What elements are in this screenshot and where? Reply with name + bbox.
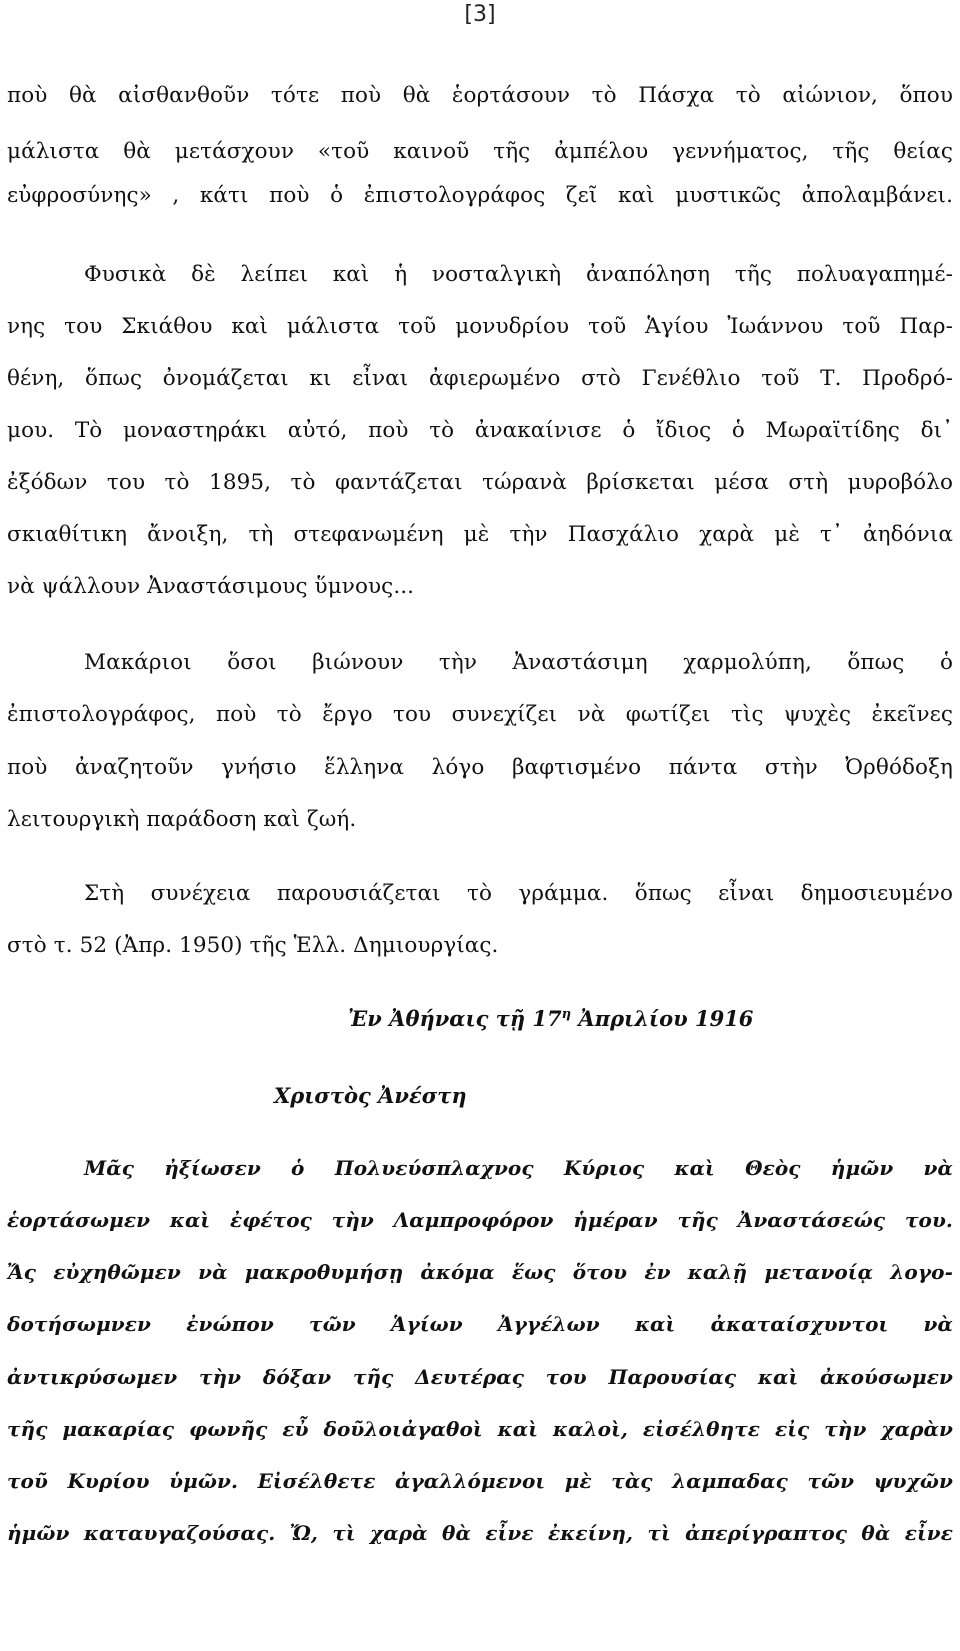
text-line: θένη, ὅπως ὀνομάζεται κι εἶναι ἀφιερωμένο στὸ Γενέθλιο τοῦ Τ. Προδρό- — [7, 366, 953, 391]
text-line: Στὴ συνέχεια παρουσιάζεται τὸ γράμμα. ὅπως εἶναι δημοσιευμένο — [84, 881, 953, 906]
text-line: σκιαθίτικη ἄνοιξη, τὴ στεφανωμένη μὲ τὴν Πασχάλιο χαρὰ μὲ τ᾿ ἀηδόνια — [7, 522, 953, 547]
text-line: στὸ τ. 52 (Ἀπρ. 1950) τῆς Ἑλλ. Δημιουργίας. — [7, 933, 499, 958]
text-line: εὐφροσύνης» , κάτι ποὺ ὁ ἐπιστολογράφος ζεῖ καὶ μυστικῶς ἀπολαμβάνει. — [7, 183, 953, 208]
text-line: λειτουργικὴ παράδοση καὶ ζωή. — [7, 807, 357, 832]
letter-line: Μᾶς ἠξίωσεν ὁ Πολυεύσπλαχνος Κύριος καὶ Θεὸς ἡμῶν νὰ — [84, 1156, 953, 1180]
letter-date-superscript: η — [561, 1007, 572, 1022]
text-line: Μακάριοι ὅσοι βιώνουν τὴν Ἀναστάσιμη χαρμολύπη, ὅπως ὁ — [84, 650, 953, 675]
text-line: ἐπιστολογράφος, ποὺ τὸ ἔργο του συνεχίζει νὰ φωτίζει τὶς ψυχὲς ἐκεῖνες — [7, 702, 953, 727]
letter-line: τῆς μακαρίας φωνῆς εὖ δοῦλοιἀγαθοὶ καὶ καλοὶ, εἰσέλθητε εἰς τὴν χαρὰν — [7, 1417, 953, 1441]
letter-line: τοῦ Κυρίου ὑμῶν. Εἰσέλθετε ἀγαλλόμενοι μὲ τὰς λαμπαδας τῶν ψυχῶν — [7, 1469, 953, 1493]
letter-greeting: Χριστὸς Ἀνέστη — [274, 1083, 467, 1108]
text-line: νὰ ψάλλουν Ἀναστάσιμους ὕμνους... — [7, 574, 415, 599]
text-line: ἐξόδων του τὸ 1895, τὸ φαντάζεται τώρανὰ βρίσκεται μέσα στὴ μυροβόλο — [7, 470, 953, 495]
letter-line: ἀντικρύσωμεν τὴν δόξαν τῆς Δευτέρας του Παρουσίας καὶ ἀκούσωμεν — [7, 1365, 953, 1389]
letter-date — [348, 1006, 753, 1031]
letter-line: Ἄς εὐχηθῶμεν νὰ μακροθυμήσῃ ἀκόμα ἕως ὅτου ἐν καλῇ μετανοίᾳ λογο- — [7, 1260, 953, 1284]
page-number: [3] — [464, 2, 496, 27]
letter-line: ἑορτάσωμεν καὶ ἐφέτος τὴν Λαμπροφόρον ἡμέραν τῆς Ἀναστάσεώς του. — [7, 1208, 953, 1232]
text-line: νης του Σκιάθου καὶ μάλιστα τοῦ μονυδρίου τοῦ Ἁγίου Ἰωάννου τοῦ Παρ- — [7, 314, 953, 339]
letter-date-suffix: Ἀπριλίου 1916 — [571, 1006, 754, 1031]
letter-line: δοτήσωμνεν ἐνώπον τῶν Ἁγίων Ἀγγέλων καὶ ἀκαταίσχυντοι νὰ — [7, 1312, 953, 1336]
text-line: Φυσικὰ δὲ λείπει καὶ ἡ νοσταλγικὴ ἀναπόληση τῆς πολυαγαπημέ- — [84, 262, 953, 287]
text-line: ποὺ θὰ αἰσθανθοῦν τότε ποὺ θὰ ἑορτάσουν τὸ Πάσχα τὸ αἰώνιον, ὅπου — [7, 83, 953, 108]
letter-line: ἡμῶν καταυγαζούσας. Ὤ, τὶ χαρὰ θὰ εἶνε ἐκείνη, τὶ ἀπερίγραπτος θὰ εἶνε — [7, 1521, 953, 1545]
text-line: μου. Τὸ μοναστηράκι αὐτό, ποὺ τὸ ἀνακαίνισε ὁ ἴδιος ὁ Μωραϊτίδης δι᾿ — [7, 418, 953, 443]
text-line: ποὺ ἀναζητοῦν γνήσιο ἕλληνα λόγο βαφτισμένο πάντα στὴν Ὀρθόδοξη — [7, 755, 953, 780]
text-line: μάλιστα θὰ μετάσχουν «τοῦ καινοῦ τῆς ἀμπέλου γεννήματος, τῆς θείας — [7, 139, 953, 164]
letter-date-prefix: Ἐν Ἀθήναις τῇ 17 — [348, 1006, 562, 1031]
